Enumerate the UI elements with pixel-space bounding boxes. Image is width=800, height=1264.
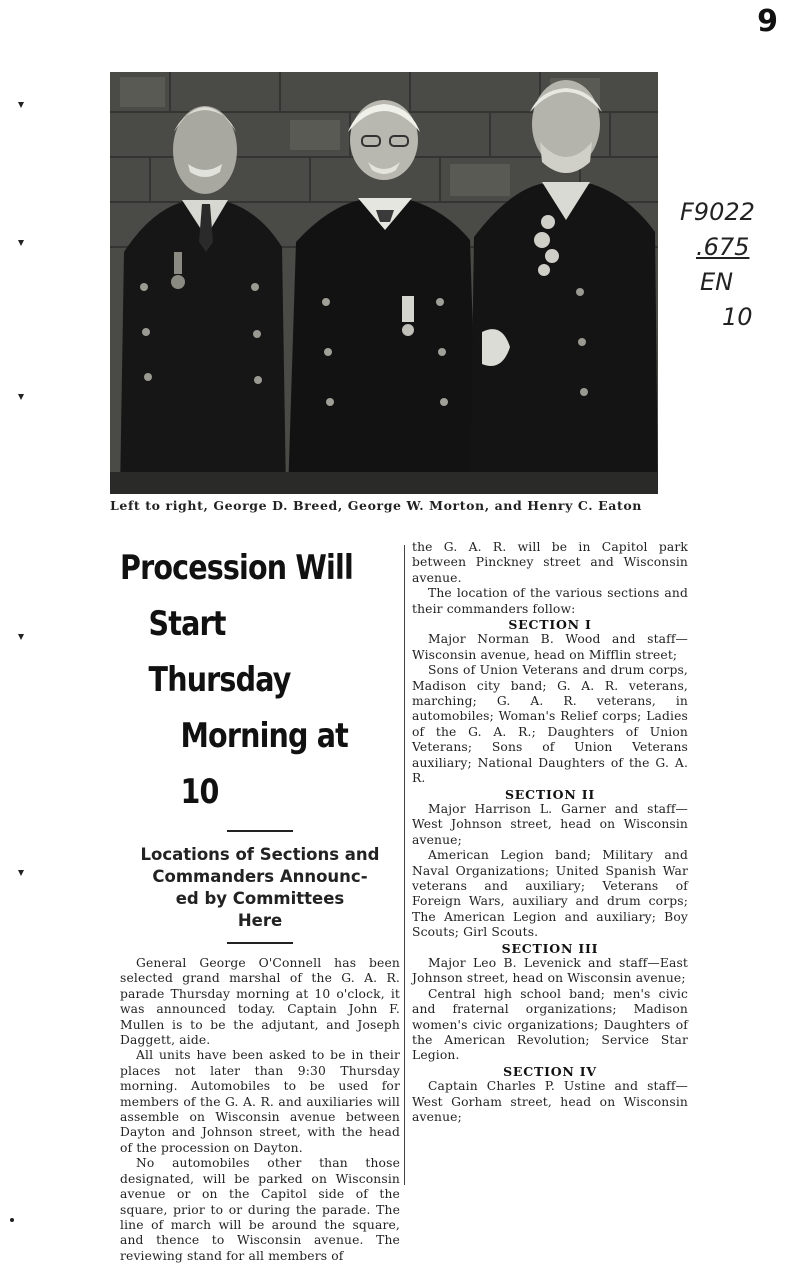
veterans-photo: [110, 72, 658, 494]
left-column: [120, 540, 400, 1264]
handwritten-catalog-notes: [680, 195, 785, 335]
section-commander: Major Harrison L. Garner and staff—West Johnson street, head on Wisconsin avenue;: [412, 801, 688, 847]
paragraph: All units have been asked to be in their places not later than 9:30 Thursday morning. Automobiles to be used for members of the G. A. R. and auxiliaries will assemble on Wisconsin avenue between Dayton and Johnson street, with the head of the procession on Dayton.: [120, 1048, 400, 1155]
headline: [120, 540, 355, 820]
section-heading: SECTION III: [501, 940, 599, 956]
divider: [227, 830, 293, 832]
column-divider: [404, 545, 405, 1185]
paragraph: the G. A. R. will be in Capitol park between Pinckney street and Wisconsin avenue.: [412, 540, 688, 585]
paragraph: General George O'Connell has been selected grand marshal of the G. A. R. parade Thursday morning at 10 o'clock, it was announced today. Captain John F. Mullen is to be the adjutant, and Joseph Daggett, aide.: [120, 956, 400, 1048]
catalog-note: 10: [722, 303, 753, 331]
photo-caption: Left to right, George D. Breed, George W. Morton, and Henry C. Eaton: [110, 498, 642, 513]
margin-mark: [18, 102, 24, 108]
subhead-line: Locations of Sections and: [140, 845, 380, 864]
subhead-line: ed by Committees: [175, 889, 345, 908]
section-units: Sons of Union Veterans and drum corps, Madison city band; G. A. R. veterans, marching; G. A. R. veterans, in automobiles; Woman's Relief corps; Ladies of the G. A. R.; Daughters of Union Veterans; Sons of Union Veterans auxiliary; National Daughters of the G. A. R.: [412, 663, 688, 786]
catalog-note: F9022: [680, 198, 755, 226]
catalog-note: EN: [700, 268, 734, 296]
margin-mark: [18, 870, 24, 876]
page-number: 9: [757, 4, 778, 39]
headline-line: Procession Will: [120, 548, 353, 588]
headline-line: Morning at 10: [180, 716, 348, 812]
section-commander: Captain Charles P. Ustine and staff—West Gorham street, head on Wisconsin avenue;: [412, 1079, 688, 1125]
margin-mark: [18, 394, 24, 400]
photo-illustration: [110, 72, 658, 494]
headline-line: Start Thursday: [148, 604, 291, 700]
article-body-right: [412, 540, 688, 1125]
subhead-line: Commanders Announc-: [152, 867, 368, 886]
article-body-left: [120, 956, 400, 1264]
section-heading: SECTION II: [504, 786, 595, 802]
margin-mark: [18, 634, 24, 640]
section-commander: Major Norman B. Wood and staff—Wisconsin avenue, head on Mifflin street;: [412, 632, 688, 662]
subhead-line: Here: [237, 911, 283, 930]
paragraph: The location of the various sections and their commanders follow:: [412, 586, 688, 616]
right-column: [412, 540, 688, 1125]
section-heading: SECTION I: [508, 617, 592, 633]
paragraph: No automobiles other than those designated, will be parked on Wisconsin avenue or on the Capitol side of the square, prior to or during the parade. The line of march will be around the square, and thence to Wisconsin avenue. The reviewing stand for all members of: [120, 1156, 400, 1263]
divider: [227, 942, 293, 944]
section-commander: Major Leo B. Levenick and staff—East Johnson street, head on Wisconsin avenue;: [412, 955, 688, 986]
section-units: Central high school band; men's civic and fraternal organizations; Madison women's civic organizations; Daughters of the American Revolution; Service Star Legion.: [412, 986, 688, 1063]
section-heading: SECTION IV: [503, 1063, 597, 1079]
subheadline: [120, 844, 400, 932]
margin-mark: [10, 1218, 14, 1222]
section-units: American Legion band; Military and Naval Organizations; United Spanish War veterans and auxiliary; Veterans of Foreign Wars, auxiliary and drum corps; The American Legion and auxiliary; Boy Scouts; Girl Scouts.: [412, 848, 688, 940]
margin-mark: [18, 240, 24, 246]
catalog-note: .675: [696, 233, 750, 261]
